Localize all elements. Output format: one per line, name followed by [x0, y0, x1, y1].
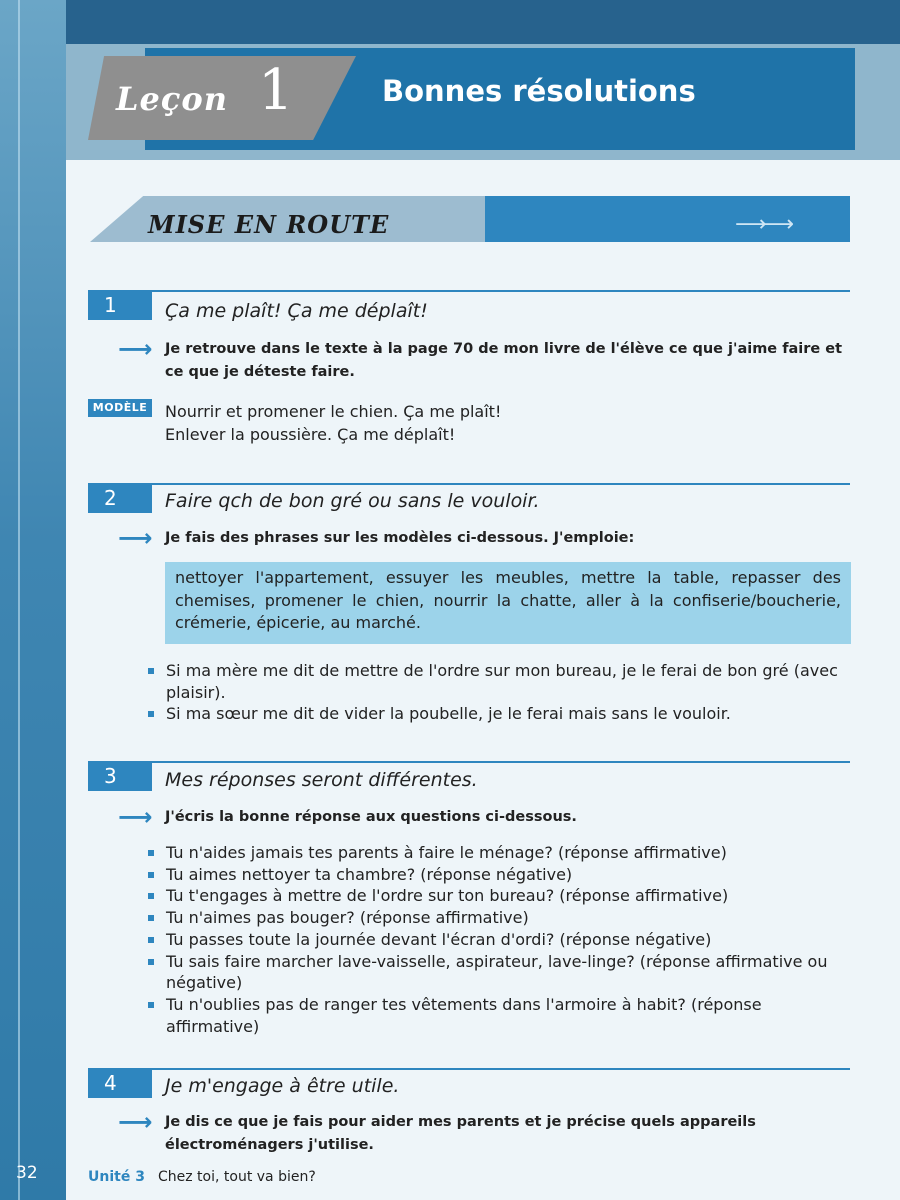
- bullet-square-icon: [148, 959, 154, 965]
- exercise-divider: [152, 290, 850, 292]
- section-title: MISE EN ROUTE: [148, 210, 390, 239]
- exercise-title: Mes réponses seront différentes.: [165, 769, 478, 791]
- list-item: Tu aimes nettoyer ta chambre? (réponse négative): [148, 864, 856, 886]
- list-item: Tu t'engages à mettre de l'ordre sur ton bureau? (réponse affirmative): [148, 885, 856, 907]
- question-list: [148, 842, 856, 1037]
- unit-label: Unité 3: [88, 1169, 145, 1185]
- exercise-number: 4: [88, 1068, 152, 1098]
- exercise-number: 1: [88, 290, 152, 320]
- arrow-right-icon: ⟶: [118, 1108, 153, 1136]
- lesson-label: Leçon: [116, 80, 228, 118]
- bullet-square-icon: [148, 1002, 154, 1008]
- bullet-square-icon: [148, 937, 154, 943]
- exercise-instruction: Je fais des phrases sur les modèles ci-dessous. J'emploie:: [165, 530, 635, 546]
- list-item: Tu n'oublies pas de ranger tes vêtements dans l'armoire à habit? (réponse affirmative): [148, 994, 856, 1037]
- list-item: Tu n'aimes pas bouger? (réponse affirmative): [148, 907, 856, 929]
- bullet-square-icon: [148, 915, 154, 921]
- exercise-title: Faire qch de bon gré ou sans le vouloir.: [165, 490, 540, 512]
- model-line: Enlever la poussière. Ça me déplaît!: [165, 425, 456, 444]
- bullet-square-icon: [148, 711, 154, 717]
- left-decorative-band: [0, 0, 66, 1200]
- bullet-square-icon: [148, 893, 154, 899]
- list-item: Tu passes toute la journée devant l'écran d'ordi? (réponse négative): [148, 929, 856, 951]
- bullet-square-icon: [148, 850, 154, 856]
- exercise-divider: [152, 1068, 850, 1070]
- list-item: Si ma sœur me dit de vider la poubelle, je le ferai mais sans le vouloir.: [148, 703, 856, 725]
- arrow-right-icon: ⟶: [118, 803, 153, 831]
- lesson-title: Bonnes résolutions: [382, 74, 696, 108]
- bullet-square-icon: [148, 872, 154, 878]
- exercise-number: 2: [88, 483, 152, 513]
- model-label: MODÈLE: [88, 399, 152, 417]
- header-top-band: [66, 0, 900, 44]
- lesson-number: 1: [258, 58, 294, 123]
- arrow-right-icon: ⟶: [118, 524, 153, 552]
- exercise-divider: [152, 761, 850, 763]
- word-box: nettoyer l'appartement, essuyer les meubles, mettre la table, repasser des chemises, promener le chien, nourrir la chatte, aller à la confiserie/boucherie, crémerie, épicerie, au marché.: [165, 562, 851, 644]
- exercise-title: Je m'engage à être utile.: [165, 1075, 400, 1097]
- exercise-instruction: J'écris la bonne réponse aux questions ci-dessous.: [165, 809, 577, 825]
- exercise-title: Ça me plaît! Ça me déplaît!: [165, 300, 428, 322]
- arrow-right-icon: ⟶: [118, 335, 153, 363]
- list-item: Tu sais faire marcher lave-vaisselle, aspirateur, lave-linge? (réponse affirmative ou négative): [148, 951, 856, 994]
- unit-title: Chez toi, tout va bien?: [158, 1169, 316, 1185]
- model-line: Nourrir et promener le chien. Ça me plaît!: [165, 402, 502, 421]
- exercise-divider: [152, 483, 850, 485]
- example-list: [148, 660, 856, 725]
- model-example: [165, 400, 501, 446]
- list-item: Si ma mère me dit de mettre de l'ordre sur mon bureau, je le ferai de bon gré (avec plaisir).: [148, 660, 856, 703]
- list-item: Tu n'aides jamais tes parents à faire le ménage? (réponse affirmative): [148, 842, 856, 864]
- exercise-instruction: Je retrouve dans le texte à la page 70 de mon livre de l'élève ce que j'aime faire et ce que je déteste faire.: [165, 341, 843, 380]
- exercise-instruction: Je dis ce que je fais pour aider mes parents et je précise quels appareils électroménagers j'utilise.: [165, 1114, 756, 1153]
- page-number: 32: [16, 1163, 38, 1183]
- double-arrow-icon: ⟶⟶: [735, 212, 791, 237]
- bullet-square-icon: [148, 668, 154, 674]
- exercise-number: 3: [88, 761, 152, 791]
